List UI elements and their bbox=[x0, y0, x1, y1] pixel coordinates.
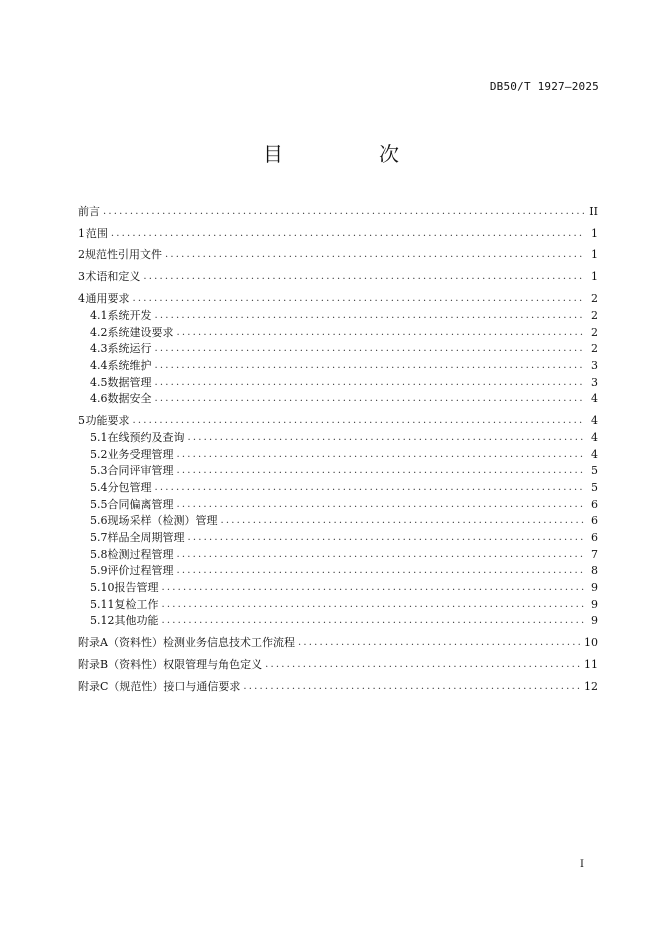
dot-leader bbox=[177, 548, 586, 561]
toc-entry[interactable] bbox=[78, 676, 598, 693]
toc-entry-label: 通用要求 bbox=[85, 292, 130, 306]
toc-entry[interactable] bbox=[78, 477, 598, 494]
dot-leader bbox=[143, 270, 585, 283]
toc-entry[interactable] bbox=[78, 461, 598, 478]
dot-leader bbox=[155, 309, 586, 322]
toc-entry-number: 4.3 bbox=[90, 342, 108, 356]
toc-entry-number: 5.10 bbox=[90, 581, 115, 595]
toc-entry-page: 4 bbox=[591, 430, 598, 444]
toc-entry-label: 权限管理与角色定义 bbox=[163, 658, 263, 672]
dot-leader bbox=[103, 205, 585, 218]
toc-entry-label: 合同偏离管理 bbox=[107, 497, 174, 511]
toc-entry[interactable] bbox=[78, 427, 598, 444]
toc-entry-page: 9 bbox=[591, 597, 598, 611]
toc-entry-number: 4.2 bbox=[90, 325, 108, 339]
dot-leader bbox=[162, 581, 586, 594]
toc-entry[interactable] bbox=[78, 561, 598, 578]
toc-entry[interactable] bbox=[78, 594, 598, 611]
toc-entry-label: 接口与通信要求 bbox=[163, 680, 241, 694]
dot-leader bbox=[177, 448, 586, 461]
toc-entry-page: 1 bbox=[591, 248, 598, 262]
toc-entry-label: 现场采样（检测）管理 bbox=[107, 514, 218, 528]
toc-entry-page: 3 bbox=[591, 375, 598, 389]
toc-entry-label: 术语和定义 bbox=[85, 270, 141, 284]
toc-entry[interactable] bbox=[78, 544, 598, 561]
toc-entry-number: 2 bbox=[78, 248, 85, 262]
toc-entry-page: 1 bbox=[591, 270, 598, 284]
dot-leader bbox=[155, 392, 586, 405]
toc-entry-page: 3 bbox=[591, 358, 598, 372]
toc-entry-page: II bbox=[589, 204, 598, 218]
toc-entry-label: 前言 bbox=[78, 204, 100, 218]
toc-entry-page: 11 bbox=[584, 658, 598, 672]
toc-entry-label: 分包管理 bbox=[107, 480, 152, 494]
dot-leader bbox=[177, 326, 586, 339]
toc-entry-label: 检测过程管理 bbox=[107, 547, 174, 561]
dot-leader bbox=[155, 342, 586, 355]
toc-entry-number: 5.7 bbox=[90, 531, 108, 544]
toc-entry-number: 5 bbox=[78, 414, 85, 428]
dot-leader bbox=[162, 598, 586, 611]
dot-leader bbox=[162, 614, 586, 627]
toc-entry-number: 5.12 bbox=[90, 614, 115, 628]
toc-entry-label: 样品全周期管理 bbox=[107, 531, 185, 544]
toc-entry-number: 5.4 bbox=[90, 480, 108, 494]
toc-entry-label: 在线预约及查询 bbox=[107, 430, 185, 444]
dot-leader bbox=[265, 658, 581, 671]
toc-entry-page: 6 bbox=[591, 514, 598, 528]
dot-leader bbox=[188, 531, 586, 544]
toc-entry[interactable] bbox=[78, 494, 598, 511]
toc-entry[interactable] bbox=[78, 339, 598, 356]
toc-entry-number: 附录C（规范性） bbox=[78, 680, 164, 694]
toc-entry-label: 合同评审管理 bbox=[107, 464, 174, 478]
toc-entry-label: 数据管理 bbox=[107, 375, 152, 389]
toc-entry[interactable] bbox=[78, 511, 598, 528]
toc-entry-page: 9 bbox=[591, 581, 598, 595]
toc-entry-page: 2 bbox=[591, 308, 598, 322]
toc-entry[interactable] bbox=[78, 611, 598, 628]
toc-entry-number: 5.9 bbox=[90, 564, 108, 578]
toc-entry-page: 4 bbox=[591, 447, 598, 461]
toc-entry-page: 6 bbox=[591, 497, 598, 511]
toc-entry-label: 功能要求 bbox=[85, 414, 130, 428]
toc-entry-number: 4 bbox=[78, 292, 85, 306]
toc-entry-number: 附录B（资料性） bbox=[78, 658, 164, 672]
toc-entry-label: 报告管理 bbox=[114, 581, 159, 595]
toc-entry-label: 系统运行 bbox=[107, 342, 152, 356]
toc-entry[interactable] bbox=[78, 444, 598, 461]
toc-entry-label: 评价过程管理 bbox=[107, 564, 174, 578]
dot-leader bbox=[243, 680, 581, 693]
toc-entry[interactable] bbox=[78, 322, 598, 339]
toc-entry[interactable] bbox=[78, 372, 598, 389]
dot-leader bbox=[177, 498, 586, 511]
toc-entry-page: 2 bbox=[591, 325, 598, 339]
toc-entry[interactable] bbox=[78, 305, 598, 322]
toc-entry[interactable] bbox=[78, 411, 598, 428]
toc-entry-number: 4.4 bbox=[90, 358, 108, 372]
standard-code: DB50/T 1927—2025 bbox=[489, 80, 599, 93]
toc-entry-label: 范围 bbox=[85, 226, 108, 240]
toc-entry-label: 业务受理管理 bbox=[107, 447, 174, 461]
toc-entry-label: 系统维护 bbox=[107, 358, 152, 372]
dot-leader bbox=[177, 464, 586, 477]
toc-entry-number: 附录A（资料性） bbox=[78, 636, 163, 650]
toc-entry-number: 5.8 bbox=[90, 547, 108, 561]
toc-entry-number: 4.1 bbox=[90, 308, 108, 322]
toc-entry-label: 规范性引用文件 bbox=[85, 248, 162, 262]
dot-leader bbox=[177, 564, 586, 577]
toc-entry-number: 3 bbox=[78, 270, 85, 284]
page-number: I bbox=[580, 859, 584, 870]
toc-entry[interactable] bbox=[78, 577, 598, 594]
toc-entry-page: 4 bbox=[591, 414, 598, 428]
toc-entry-label: 复检工作 bbox=[114, 597, 159, 611]
toc-entry[interactable] bbox=[78, 355, 598, 372]
dot-leader bbox=[133, 292, 585, 305]
toc-entry[interactable] bbox=[78, 289, 598, 306]
dot-leader bbox=[298, 636, 581, 649]
page-title: 目 次 bbox=[263, 142, 437, 166]
toc-entry-label: 数据安全 bbox=[107, 392, 152, 406]
toc-entry-number: 5.6 bbox=[90, 514, 108, 528]
dot-leader bbox=[155, 481, 586, 494]
toc-entry[interactable] bbox=[78, 527, 598, 544]
dot-leader bbox=[133, 414, 585, 427]
toc-entry-label: 其他功能 bbox=[114, 614, 159, 628]
toc-entry-page: 10 bbox=[584, 636, 598, 650]
toc-entry[interactable] bbox=[78, 389, 598, 406]
toc-entry-number: 5.2 bbox=[90, 447, 108, 461]
dot-leader bbox=[155, 359, 586, 372]
dot-leader bbox=[221, 514, 586, 527]
toc-entry-page: 2 bbox=[591, 292, 598, 306]
dot-leader bbox=[188, 431, 586, 444]
toc-entry-page: 2 bbox=[591, 342, 598, 356]
toc-entry-page: 12 bbox=[584, 680, 598, 694]
dot-leader bbox=[155, 376, 586, 389]
toc-entry[interactable] bbox=[78, 633, 598, 650]
toc-entry-page: 4 bbox=[591, 392, 598, 406]
toc-entry[interactable] bbox=[78, 223, 598, 240]
toc-entry-number: 1 bbox=[78, 226, 85, 240]
toc-entry-label: 检测业务信息技术工作流程 bbox=[162, 636, 295, 650]
toc-entry-number: 4.6 bbox=[90, 392, 108, 406]
toc-entry-page: 5 bbox=[591, 480, 598, 494]
table-of-contents bbox=[78, 201, 598, 693]
toc-entry-page: 9 bbox=[591, 614, 598, 628]
toc-entry[interactable] bbox=[78, 201, 598, 218]
toc-entry-page: 1 bbox=[591, 226, 598, 240]
toc-entry-label: 系统建设要求 bbox=[107, 325, 174, 339]
toc-entry[interactable] bbox=[78, 245, 598, 262]
toc-entry[interactable] bbox=[78, 655, 598, 672]
dot-leader bbox=[111, 227, 585, 240]
dot-leader bbox=[165, 248, 585, 261]
toc-entry-number: 5.5 bbox=[90, 497, 108, 511]
toc-entry-page: 5 bbox=[591, 464, 598, 478]
toc-entry-number: 5.3 bbox=[90, 464, 108, 478]
toc-entry-number: 5.11 bbox=[90, 597, 115, 611]
toc-entry-number: 4.5 bbox=[90, 375, 108, 389]
toc-entry-number: 5.1 bbox=[90, 430, 108, 444]
toc-entry-page: 7 bbox=[591, 547, 598, 561]
toc-entry-page: 8 bbox=[591, 564, 598, 578]
toc-entry[interactable] bbox=[78, 267, 598, 284]
toc-entry-label: 系统开发 bbox=[107, 308, 152, 322]
toc-entry-page: 6 bbox=[591, 531, 598, 544]
